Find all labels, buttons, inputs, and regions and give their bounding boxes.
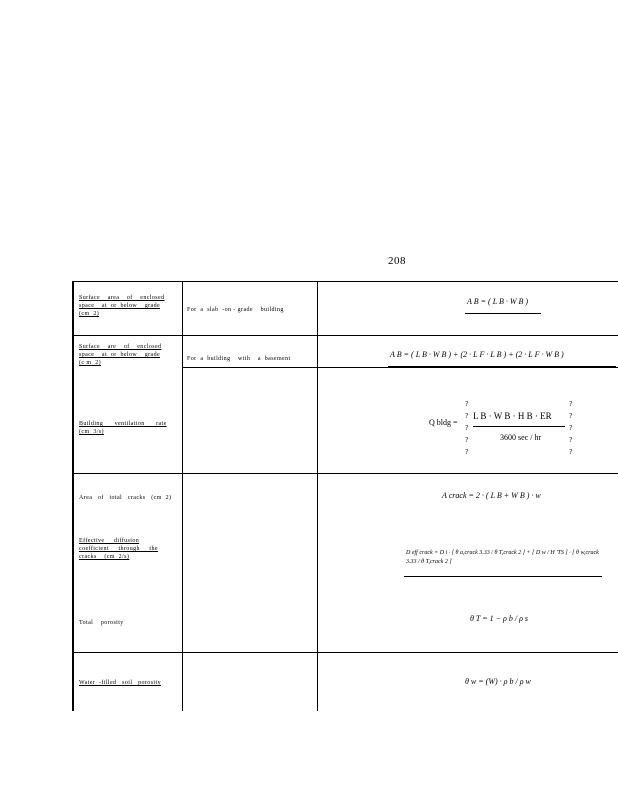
- row-label: Surface area of enclosed space at or below grade (cm 2): [79, 295, 165, 317]
- row-condition: For a building with a basement: [187, 356, 291, 362]
- equation-water-filled-porosity: θ w = (W) · ρ b / ρ w: [465, 677, 531, 686]
- table-rule: [72, 652, 618, 653]
- row-label: Effective diffusion coefficient through the cracks (cm 2/s): [79, 538, 158, 560]
- table-rule: [72, 281, 618, 282]
- table-rule: [182, 367, 618, 368]
- equation-crack-area: A crack = 2 · ( L B + W B ) · w: [442, 491, 541, 500]
- table-rule: [72, 335, 618, 336]
- table-rule: [72, 473, 618, 474]
- table-rule: [317, 281, 318, 711]
- row-condition: For a slab -on - grade building: [187, 307, 284, 313]
- table-rule: [72, 281, 74, 711]
- page-number: 208: [388, 255, 406, 267]
- row-label: Building ventilation rate (cm 3/s): [79, 421, 167, 435]
- row-label: Total porosity: [79, 620, 124, 626]
- equation-total-porosity: θ T = 1 − ρ b / ρ s: [470, 614, 529, 623]
- row-label: Area of total cracks (cm 2): [79, 495, 172, 501]
- row-label: Surface are of enclosed space at or below grade (c m 2): [79, 344, 162, 366]
- row-label: Water -filled soil porosity: [79, 680, 161, 686]
- table-rule: [182, 281, 183, 711]
